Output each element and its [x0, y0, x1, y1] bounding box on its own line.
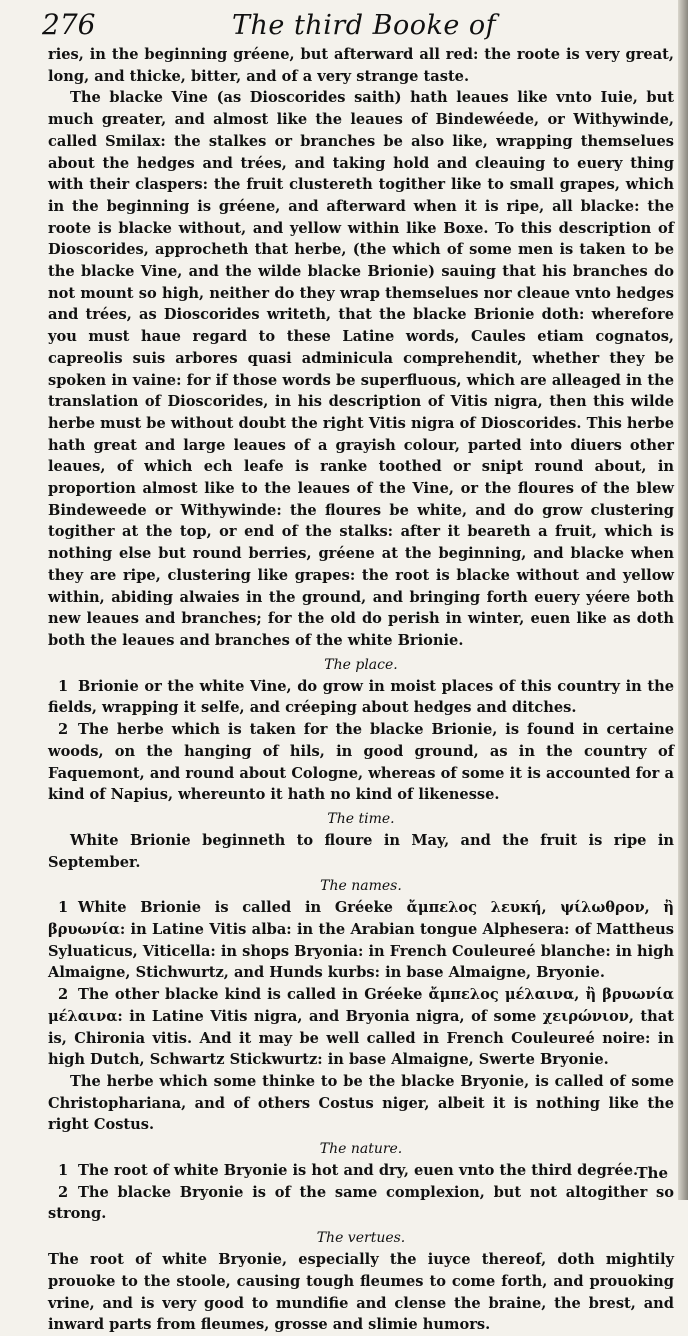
item-number: 1 [58, 899, 69, 917]
item-number: 2 [58, 1183, 69, 1201]
section-heading-nature: The nature. [319, 1141, 403, 1158]
page-body [48, 44, 674, 1336]
description-paragraph: The blacke Vine (as Dioscorides saith) hath leaues like vnto Iuie, but much greater, and almost like the leaues of Bindewéede, or Withywinde, called Smilax: the stalkes or branches be also like, wrapping themselues about the hedges and trées, and taking hold and cleauing to euery thing with their claspers: the fruit clustereth togither like to small grapes, which in the beginning is gréene, and afterward when it is ripe, all blacke: the roote is blacke without, and yellow within like Boxe. To this description of Dioscorides, approcheth that herbe, (the which of some men is taken to be the blacke Vine, and the wilde blacke Brionie) sauing that his branches do not mount so high, neither do they wrap themselues nor cleaue vnto hedges and trées, as Dioscorides writeth, that the blacke Brionie doth: wherefore you must haue regard to these Latine words, Caules etiam cognatos, capreolis suis arbores quasi adminicula comprehendit, whether they be spoken in vaine: for if those words be superfluous, which are alleaged in the translation of Dioscorides, in his description of Vitis nigra, then this wilde herbe must be without doubt the right Vitis nigra of Dioscorides. This herbe hath great and large leaues of a grayish colour, parted into diuers other leaues, of which ech leafe is ranke toothed or snipt round about, in proportion almost like to the leaues of the Vine, or the floures of the blew Bindeweede or Withywinde: the floures be white, and do grow clustering togither at the top, or end of the stalks: after it beareth a fruit, which is nothing else but round berries, gréene at the beginning, and blacke when they are ripe, clustering like grapes: the root is blacke without and yellow within, abiding alwaies in the ground, and bringing forth euery yéere both new leaues and branches; for the old do perish in winter, euen like as doth both the leaues and branches of the white Brionie. [48, 89, 674, 649]
section-heading-place: The place. [324, 656, 398, 673]
place-item [48, 676, 674, 719]
place-item [48, 719, 674, 806]
item-text: White Brionie is called in Gréeke ἄμπελος λευκή, ψίλωθρον, ἢ βρυωνία: in Latine Vitis alba: in the Arabian tongue Alphesera: of Mattheus Syluaticus, Viticella: in shops Bryonia: in French Couleureé blanche: in high Almaigne, Stichwurtz, and Hunds kurbs: in base Almaigne, Bryonie. [48, 899, 674, 982]
item-text: The blacke Bryonie is of the same complexion, but not altogither so strong. [48, 1183, 674, 1223]
section-heading-vertues: The vertues. [316, 1230, 406, 1247]
running-title: The third Booke of [232, 10, 497, 41]
catchword: The [636, 1164, 668, 1182]
item-number: 1 [58, 677, 69, 695]
time-paragraph: White Brionie beginneth to floure in May, and the fruit is ripe in September. [48, 831, 674, 871]
item-number: 2 [58, 986, 69, 1004]
item-number: 2 [58, 721, 69, 739]
item-number: 1 [58, 1162, 69, 1180]
item-text: The herbe which is taken for the blacke Brionie, is found in certaine woods, on the hanging of hils, in good ground, as in the country of Faquemont, and round about Cologne, whereas of some it is accounted for a kind of Napius, whereunto it hath no kind of likenesse. [48, 721, 674, 804]
continued-paragraph: ries, in the beginning gréene, but afterward all red: the roote is very great, long, and thicke, bitter, and of a very strange taste. [48, 46, 674, 85]
nature-item [48, 1160, 674, 1182]
section-heading-time: The time. [327, 810, 395, 827]
names-item [48, 897, 674, 984]
section-heading-names: The names. [320, 878, 402, 895]
vertues-paragraph: The root of white Bryonie, especially the iuyce thereof, doth mightily prouoke to the stoole, causing tough fleumes to come forth, and prouoking vrine, and is very good to mundifie and clense the braine, the brest, and inward parts from fleumes, grosse and slimie humors. [48, 1251, 674, 1334]
page-edge [678, 0, 688, 1200]
item-text: Brionie or the white Vine, do grow in moist places of this country in the fields, wrapping it selfe, and créeping about hedges and ditches. [48, 677, 674, 717]
item-text: The other blacke kind is called in Gréeke ἄμπελος μέλαινα, ἢ βρυωνία μέλαινα: in Latine Vitis nigra, and Bryonia nigra, of some χειρώνιον, that is, Chironia vitis. And it may be well called in French Couleureé noire: in high Dutch, Schwartz Stickwurtz: in base Almaigne, Swerte Bryonie. [48, 986, 674, 1069]
names-item [48, 984, 674, 1071]
page-number: 276 [42, 8, 96, 41]
nature-item [48, 1182, 674, 1225]
item-text: The root of white Bryonie is hot and dry, euen vnto the third degrée. [78, 1162, 639, 1180]
names-extra-paragraph: The herbe which some thinke to be the blacke Bryonie, is called of some Christophariana, and of others Costus niger, albeit it is nothing like the right Costus. [48, 1072, 674, 1134]
